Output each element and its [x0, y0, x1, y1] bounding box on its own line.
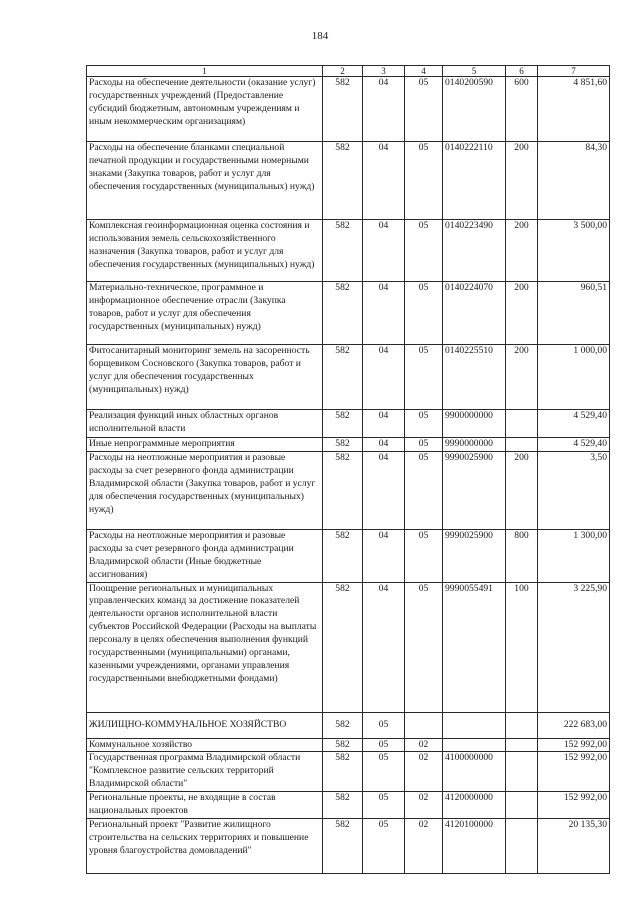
- row-amount: 152 992,00: [538, 738, 610, 752]
- row-amount: 1 000,00: [538, 345, 610, 410]
- row-code: 582: [323, 712, 363, 738]
- row-name: Расходы на обеспечение бланками специальной печатной продукции и государственными номерными знаками (Закупка товаров, работ и услуг для обеспечения государственных (муниципальных) нужд): [87, 142, 323, 220]
- table-row: [87, 451, 610, 529]
- row-target: 9990055491: [443, 582, 506, 712]
- row-subsection: 05: [405, 142, 443, 220]
- row-section: 04: [363, 438, 405, 452]
- row-type: 200: [506, 345, 538, 410]
- table-row: [87, 345, 610, 410]
- row-name: Региональный проект "Развитие жилищного строительства на сельских территориях и повышение уровня благоустройства домовладений": [87, 818, 323, 873]
- row-amount: 152 992,00: [538, 792, 610, 819]
- row-section: 05: [363, 712, 405, 738]
- column-header: 6: [506, 66, 538, 77]
- row-target: 4120000000: [443, 792, 506, 819]
- row-type: 600: [506, 77, 538, 142]
- row-type: [506, 438, 538, 452]
- row-subsection: 05: [405, 438, 443, 452]
- row-name: Расходы на обеспечение деятельности (оказание услуг) государственных учреждений (Предоставление субсидий бюджетным, автономным учреждениям и иным некоммерческим организациям): [87, 77, 323, 142]
- row-section: 05: [363, 752, 405, 792]
- row-target: 9990025900: [443, 451, 506, 529]
- row-code: 582: [323, 582, 363, 712]
- row-section: 04: [363, 451, 405, 529]
- table-row: [87, 438, 610, 452]
- row-name: ЖИЛИЩНО-КОММУНАЛЬНОЕ ХОЗЯЙСТВО: [87, 712, 323, 738]
- column-header: 3: [363, 66, 405, 77]
- row-code: 582: [323, 818, 363, 873]
- row-code: 582: [323, 220, 363, 282]
- row-name: Иные непрограммные мероприятия: [87, 438, 323, 452]
- table-row: [87, 712, 610, 738]
- row-section: 05: [363, 792, 405, 819]
- row-subsection: 05: [405, 410, 443, 438]
- row-subsection: 05: [405, 529, 443, 582]
- row-name: Коммунальное хозяйство: [87, 738, 323, 752]
- row-code: 582: [323, 77, 363, 142]
- row-subsection: 05: [405, 77, 443, 142]
- column-header: 5: [443, 66, 506, 77]
- table-row: [87, 818, 610, 873]
- row-name: Фитосанитарный мониторинг земель на засоренность борщевиком Сосновского (Закупка товаров, работ и услуг для обеспечения государственных (муниципальных) нужд): [87, 345, 323, 410]
- row-type: 800: [506, 529, 538, 582]
- column-header: 7: [538, 66, 610, 77]
- row-target: [443, 712, 506, 738]
- row-target: 9990025900: [443, 529, 506, 582]
- row-amount: 3,50: [538, 451, 610, 529]
- row-amount: 152 992,00: [538, 752, 610, 792]
- row-type: [506, 410, 538, 438]
- row-section: 04: [363, 582, 405, 712]
- row-target: 0140224070: [443, 282, 506, 345]
- row-code: 582: [323, 451, 363, 529]
- row-code: 582: [323, 738, 363, 752]
- row-amount: 3 500,00: [538, 220, 610, 282]
- row-section: 05: [363, 818, 405, 873]
- row-amount: 960,51: [538, 282, 610, 345]
- row-subsection: [405, 712, 443, 738]
- row-name: Государственная программа Владимирской области "Комплексное развитие сельских территорий Владимирской области": [87, 752, 323, 792]
- row-code: 582: [323, 752, 363, 792]
- row-type: [506, 738, 538, 752]
- row-type: [506, 818, 538, 873]
- row-section: 04: [363, 410, 405, 438]
- row-section: 05: [363, 738, 405, 752]
- row-subsection: 02: [405, 738, 443, 752]
- row-section: 04: [363, 345, 405, 410]
- row-type: [506, 792, 538, 819]
- row-target: 9900000000: [443, 410, 506, 438]
- row-code: 582: [323, 345, 363, 410]
- table-row: [87, 752, 610, 792]
- row-name: Комплексная геоинформационная оценка состояния и использования земель сельскохозяйственного назначения (Закупка товаров, работ и услуг для обеспечения государственных (муниципальных) нужд): [87, 220, 323, 282]
- table-row: [87, 792, 610, 819]
- table-header-row: [87, 66, 610, 77]
- row-amount: 4 529,40: [538, 438, 610, 452]
- table-row: [87, 77, 610, 142]
- row-section: 04: [363, 529, 405, 582]
- row-type: 200: [506, 451, 538, 529]
- row-name: Региональные проекты, не входящие в состав национальных проектов: [87, 792, 323, 819]
- row-subsection: 02: [405, 752, 443, 792]
- row-target: 0140225510: [443, 345, 506, 410]
- table-row: [87, 529, 610, 582]
- row-target: 4120100000: [443, 818, 506, 873]
- row-code: 582: [323, 438, 363, 452]
- row-code: 582: [323, 142, 363, 220]
- row-target: 0140222110: [443, 142, 506, 220]
- row-amount: 84,30: [538, 142, 610, 220]
- table-row: [87, 282, 610, 345]
- column-header: 4: [405, 66, 443, 77]
- row-name: Поощрение региональных и муниципальных управленческих команд за достижение показателей деятельности органов исполнительной власти субъектов Российской Федерации (Расходы на выплаты персоналу в целях обеспечения выполнения функций государственными (муниципальными) органами, казенными учреждениями, органами управления государственными внебюджетными фондами): [87, 582, 323, 712]
- page-number: 184: [311, 30, 329, 42]
- budget-table: [86, 65, 610, 874]
- column-header: 2: [323, 66, 363, 77]
- row-section: 04: [363, 142, 405, 220]
- row-subsection: 05: [405, 345, 443, 410]
- row-code: 582: [323, 529, 363, 582]
- row-name: Материально-техническое, программное и информационное обеспечение отрасли (Закупка товаров, работ и услуг для обеспечения государственных (муниципальных) нужд): [87, 282, 323, 345]
- row-subsection: 05: [405, 220, 443, 282]
- row-target: 0140223490: [443, 220, 506, 282]
- row-target: [443, 738, 506, 752]
- row-subsection: 05: [405, 451, 443, 529]
- table-row: [87, 220, 610, 282]
- row-amount: 4 851,60: [538, 77, 610, 142]
- row-code: 582: [323, 282, 363, 345]
- row-target: 4100000000: [443, 752, 506, 792]
- row-section: 04: [363, 282, 405, 345]
- column-header: 1: [87, 66, 323, 77]
- row-section: 04: [363, 220, 405, 282]
- row-type: [506, 712, 538, 738]
- row-target: 0140200590: [443, 77, 506, 142]
- row-name: Реализация функций иных областных органов исполнительной власти: [87, 410, 323, 438]
- row-type: 200: [506, 142, 538, 220]
- table-row: [87, 142, 610, 220]
- table-row: [87, 738, 610, 752]
- row-amount: 222 683,00: [538, 712, 610, 738]
- row-type: [506, 752, 538, 792]
- row-amount: 4 529,40: [538, 410, 610, 438]
- row-type: 200: [506, 220, 538, 282]
- row-amount: 20 135,30: [538, 818, 610, 873]
- row-name: Расходы на неотложные мероприятия и разовые расходы за счет резервного фонда администрации Владимирской области (Закупка товаров, работ и услуг для обеспечения государственных (муниципальных) нужд): [87, 451, 323, 529]
- row-name: Расходы на неотложные мероприятия и разовые расходы за счет резервного фонда администрации Владимирской области (Иные бюджетные ассигнования): [87, 529, 323, 582]
- row-type: 100: [506, 582, 538, 712]
- row-code: 582: [323, 792, 363, 819]
- row-section: 04: [363, 77, 405, 142]
- row-subsection: 02: [405, 818, 443, 873]
- row-subsection: 05: [405, 582, 443, 712]
- row-amount: 1 300,00: [538, 529, 610, 582]
- row-target: 9990000000: [443, 438, 506, 452]
- row-subsection: 05: [405, 282, 443, 345]
- row-subsection: 02: [405, 792, 443, 819]
- row-amount: 3 225,90: [538, 582, 610, 712]
- table-row: [87, 410, 610, 438]
- table-row: [87, 582, 610, 712]
- row-type: 200: [506, 282, 538, 345]
- row-code: 582: [323, 410, 363, 438]
